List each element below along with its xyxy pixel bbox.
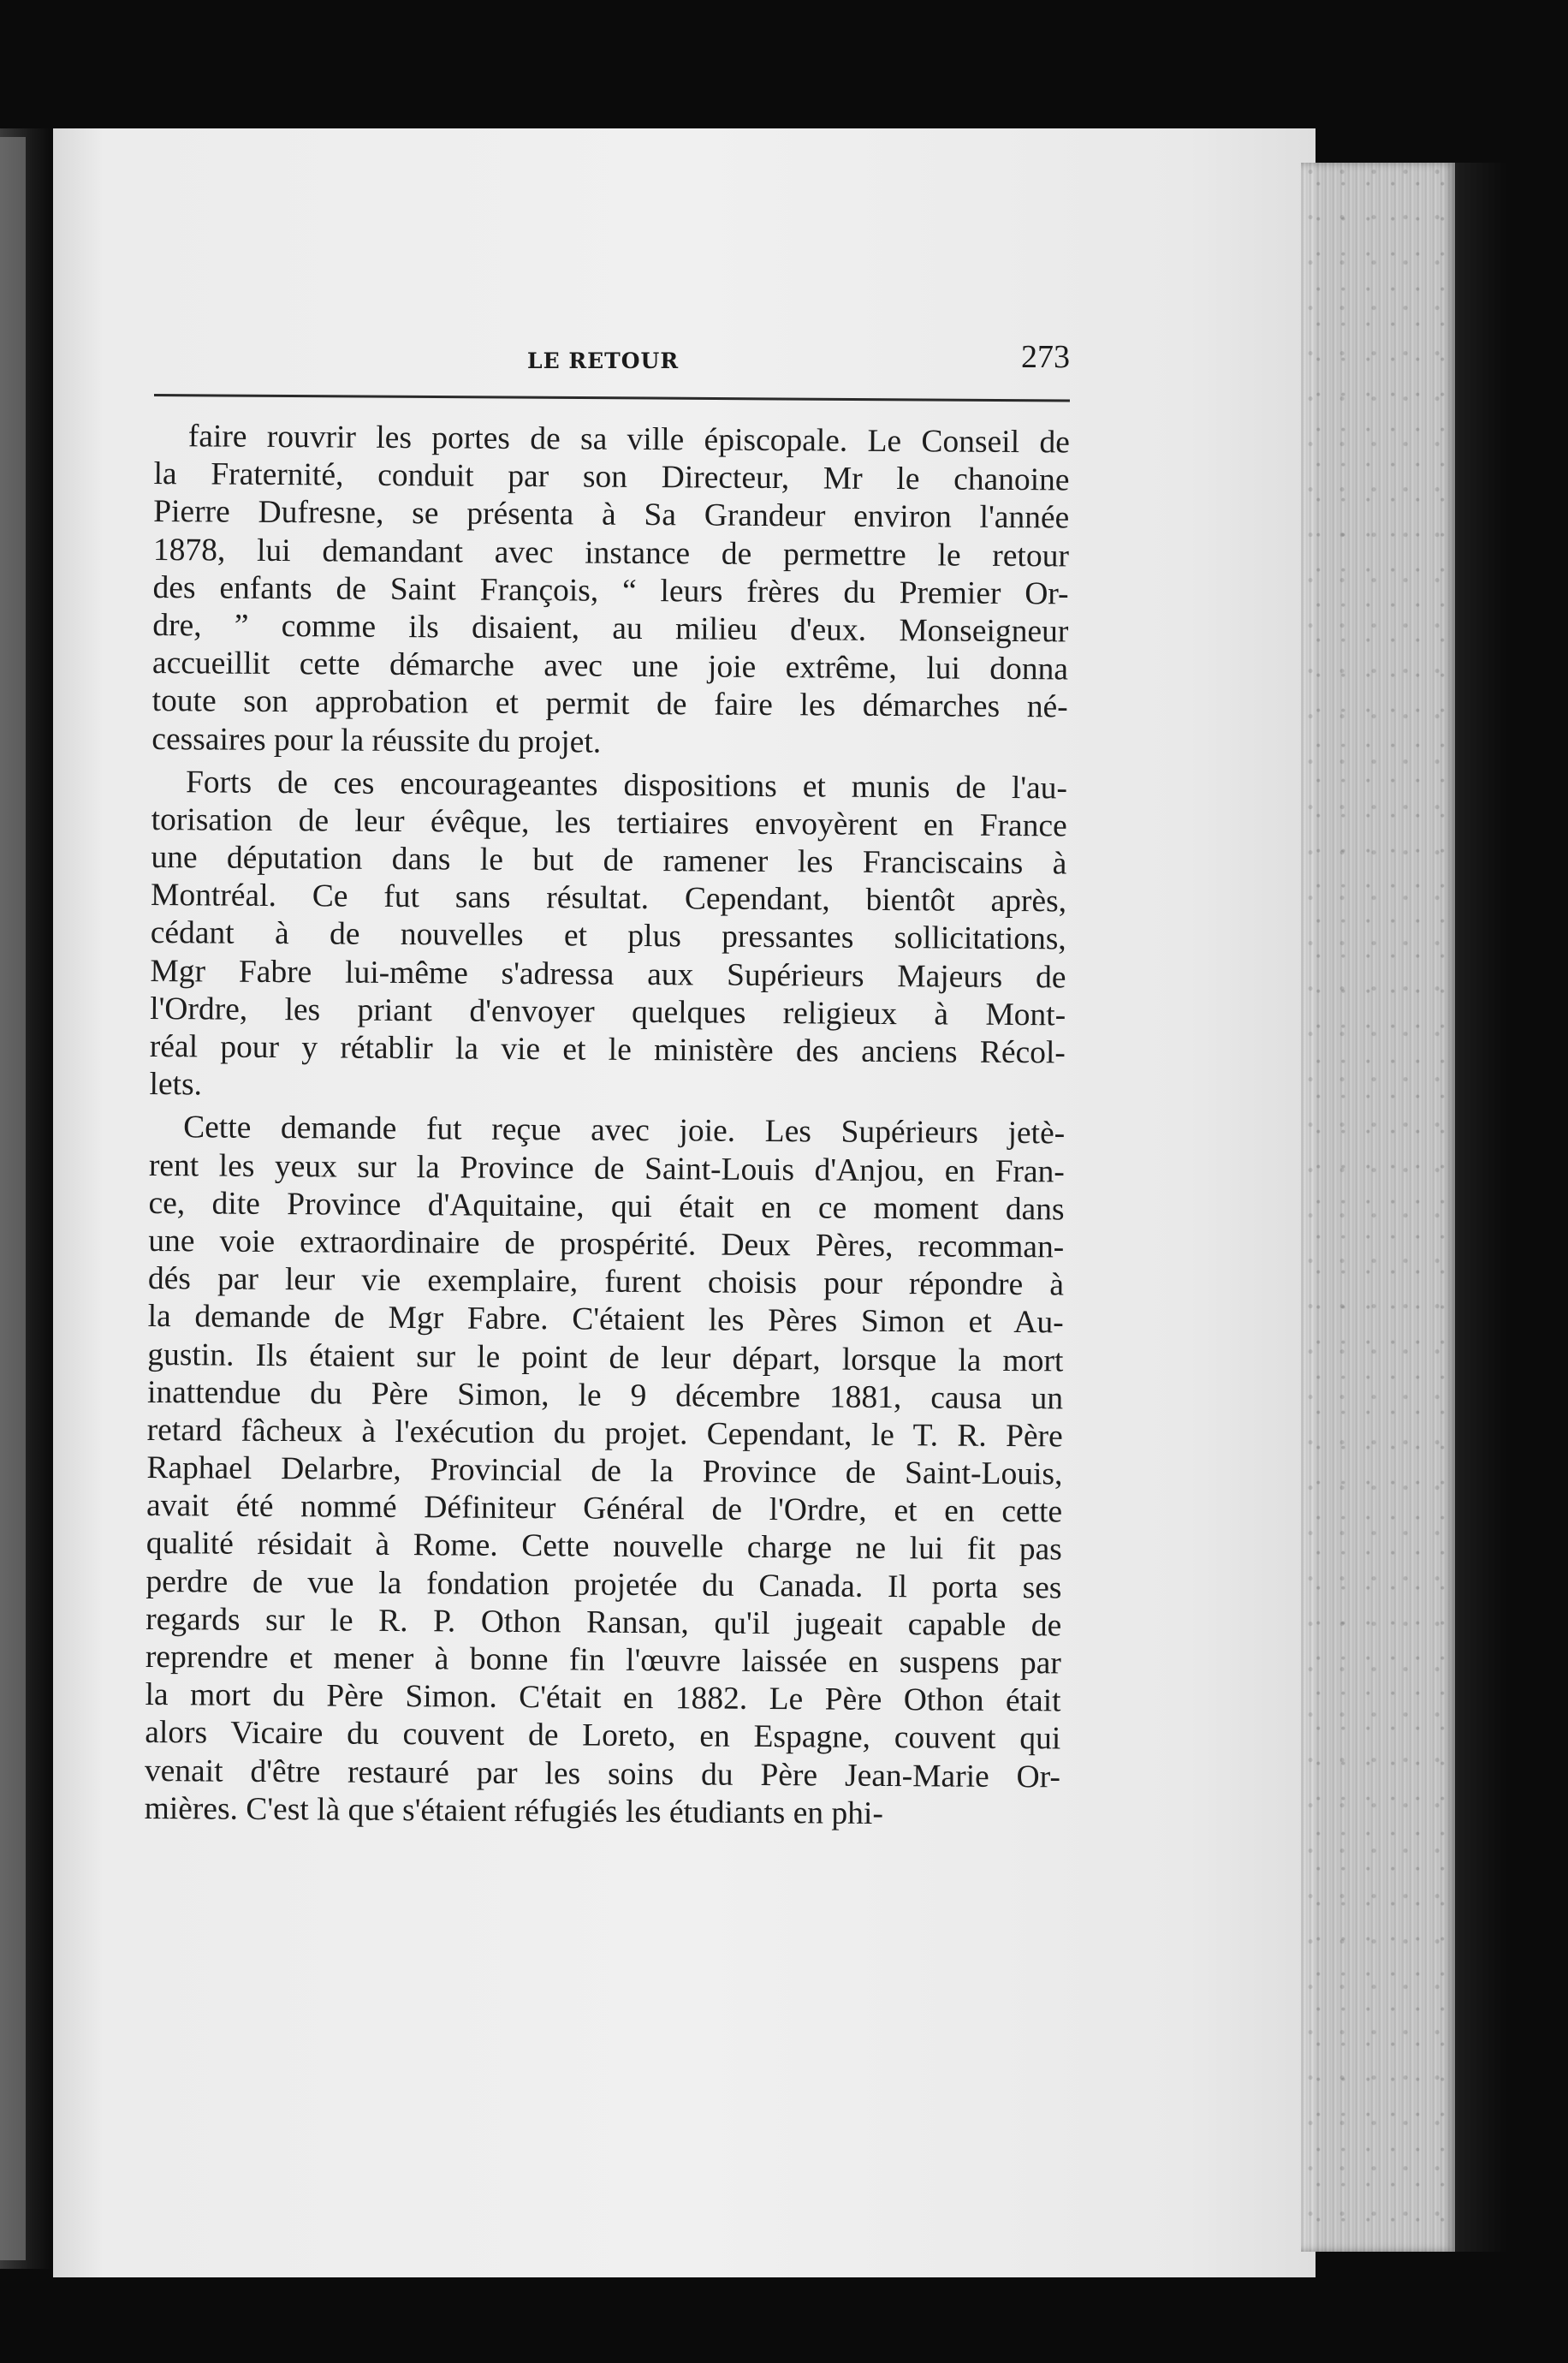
text-line: Pierre Dufresne, se présenta à Sa Grandeur environ l'année xyxy=(153,494,1070,536)
text-line: perdre de vue la fondation projetée du Canada. Il porta ses xyxy=(146,1563,1062,1606)
page-header xyxy=(154,338,1070,390)
text-line: accueillit cette démarche avec une joie extrême, lui donna xyxy=(151,646,1069,687)
text-line: la Fraternité, conduit par son Directeur, Mr le chanoine xyxy=(153,456,1070,498)
text-line: mières. C'est là que s'étaient réfugiés les étudiants en phi- xyxy=(144,1790,884,1831)
text-line: réal pour y rétablir la vie et le ministère des anciens Récol- xyxy=(149,1028,1066,1071)
text-line: lets. xyxy=(149,1067,203,1103)
text-line: des enfants de Saint François, “ leurs frères du Premier Or- xyxy=(152,569,1069,612)
text-line: Forts de ces encourageantes dispositions et munis de l'au- xyxy=(185,764,1068,807)
text-line: retard fâcheux à l'exécution du projet. Cependant, le T. R. Père xyxy=(146,1412,1063,1455)
page-stack-shadow xyxy=(1455,163,1506,2252)
text-line: Mgr Fabre lui-même s'adressa aux Supérieurs Majeurs de xyxy=(150,953,1066,996)
text-line: faire rouvrir les portes de sa ville épiscopale. Le Conseil de xyxy=(187,419,1070,461)
facing-page-edge xyxy=(0,137,26,2260)
text-line: rent les yeux sur la Province de Saint-Louis d'Anjou, en Fran- xyxy=(148,1147,1066,1190)
text-line: reprendre et mener à bonne fin l'œuvre laissée en suspens par xyxy=(145,1639,1062,1681)
text-line: avait été nommé Définiteur Général de l'Ordre, et en cette xyxy=(146,1488,1063,1530)
text-line: la mort du Père Simon. C'était en 1882. Le Père Othon était xyxy=(145,1677,1061,1719)
text-line: ce, dite Province d'Aquitaine, qui était en ce moment dans xyxy=(148,1185,1065,1228)
paragraph xyxy=(145,1109,1066,1834)
body-text xyxy=(145,418,1070,1834)
page-edges-stack xyxy=(1301,163,1455,2252)
text-line: inattendue du Père Simon, le 9 décembre 1881, causa un xyxy=(146,1374,1064,1417)
paragraph xyxy=(151,418,1070,765)
text-line: regards sur le R. P. Othon Ransan, qu'il jugeait capable de xyxy=(146,1601,1062,1644)
text-line: venait d'être restauré par les soins du Père Jean-Marie Or- xyxy=(144,1753,1061,1795)
text-line: Montréal. Ce fut sans résultat. Cependant, bientôt après, xyxy=(150,878,1067,920)
text-line: torisation de leur évêque, les tertiaires envoyèrent en France xyxy=(151,801,1067,844)
text-line: l'Ordre, les priant d'envoyer quelques religieux à Mont- xyxy=(150,991,1066,1033)
text-line: qualité résidait à Rome. Cette nouvelle charge ne lui fit pas xyxy=(146,1526,1062,1568)
text-line: cédant à de nouvelles et plus pressantes sollicitations, xyxy=(150,915,1066,957)
text-line: dés par leur vie exemplaire, furent choisis pour répondre à xyxy=(147,1261,1065,1303)
text-line: 1878, lui demandant avec instance de permettre le retour xyxy=(152,532,1070,574)
text-line: toute son approbation et permit de faire les démarches né- xyxy=(151,683,1068,725)
text-line: Cette demande fut reçue avec joie. Les Supérieurs jetè- xyxy=(183,1110,1066,1152)
page-number: 273 xyxy=(1021,339,1070,375)
text-line: alors Vicaire du couvent de Loreto, en Espagne, couvent qui xyxy=(145,1715,1061,1757)
text-line: Raphael Delarbre, Provincial de la Province de Saint-Louis, xyxy=(146,1450,1063,1492)
text-line: la demande de Mgr Fabre. C'étaient les Pères Simon et Au- xyxy=(147,1299,1064,1341)
text-line: une voie extraordinaire de prospérité. Deux Pères, recomman- xyxy=(148,1223,1065,1265)
text-line: dre, ” comme ils disaient, au milieu d'eux. Monseigneur xyxy=(152,607,1069,650)
text-line: gustin. Ils étaient sur le point de leur départ, lorsque la mort xyxy=(147,1336,1064,1378)
paragraph xyxy=(149,764,1067,1110)
text-line: une députation dans le but de ramener les Franciscains à xyxy=(151,840,1067,882)
text-line: cessaires pour la réussite du projet. xyxy=(151,721,602,760)
running-title: LE RETOUR xyxy=(527,348,680,373)
